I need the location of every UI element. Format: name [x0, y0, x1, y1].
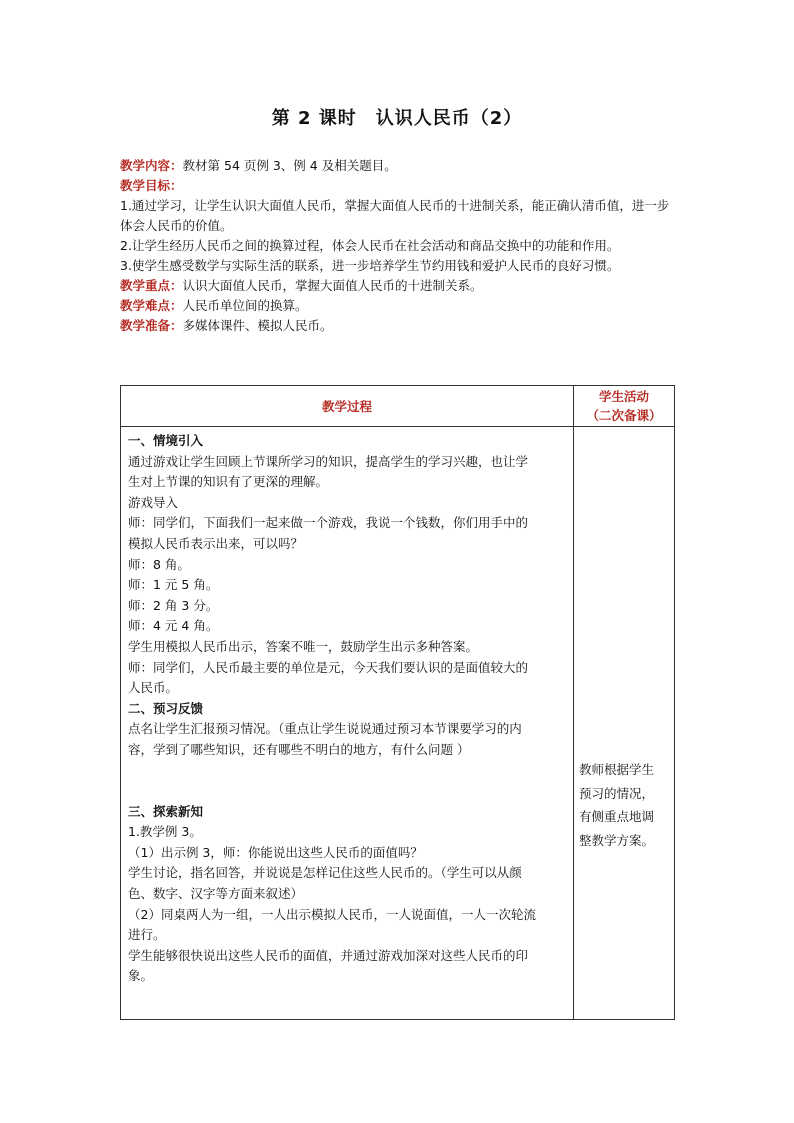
- difficulty-row: [120, 296, 676, 316]
- difficulty-value: 人民币单位间的换算。: [182, 298, 308, 313]
- student-note-line: 有侧重点地调: [579, 809, 655, 824]
- student-note: [579, 758, 671, 852]
- goal-item: 2.让学生经历人民币之间的换算过程，体会人民币在社会活动和商品交换中的功能和作用。: [120, 238, 620, 253]
- header-student: [574, 386, 675, 427]
- process-line: 色、数字、汉字等方面来叙述）: [128, 886, 304, 902]
- key-label: 教学重点：: [120, 278, 183, 293]
- student-note-line: 预习的情况，: [579, 785, 655, 801]
- process-line: 学生能够很快说出这些人民币的面值，并通过游戏加深对这些人民币的印: [128, 947, 529, 963]
- table-body-row: [121, 427, 675, 1020]
- process-line: 1.教学例 3。: [128, 824, 202, 840]
- lesson-meta: [120, 156, 676, 336]
- blank-line: [128, 761, 567, 782]
- process-line: 师：同学们，下面我们一起来做一个游戏，我说一个钱数，你们用手中的: [128, 515, 529, 531]
- key-value: 认识大面值人民币，掌握大面值人民币的十进制关系。: [182, 278, 483, 293]
- process-line: 容，学到了哪些知识，还有哪些不明白的地方，有什么问题 ）: [128, 741, 470, 757]
- process-line: 进行。: [128, 927, 166, 943]
- content-value: 教材第 54 页例 3、例 4 及相关题目。: [182, 158, 397, 173]
- process-line: 象。: [128, 968, 154, 984]
- process-line: 人民币。: [128, 680, 179, 696]
- table-header-row: [121, 386, 675, 427]
- prep-label: 教学准备：: [120, 318, 183, 333]
- header-process: 教学过程: [121, 386, 574, 427]
- student-note-line: 整教学方案。: [579, 832, 655, 848]
- student-note-line: 教师根据学生: [579, 762, 655, 777]
- goal-item: 1.通过学习，让学生认识大面值人民币，掌握大面值人民币的十进制关系，能正确认清币值，进一步体会人民币的价值。: [120, 198, 670, 233]
- blank-line: [128, 781, 567, 802]
- content-row: [120, 156, 676, 176]
- header-student-line2: （二次备课）: [586, 408, 662, 423]
- goals-label: 教学目标：: [120, 178, 183, 193]
- prep-value: 多媒体课件、模拟人民币。: [182, 318, 333, 333]
- difficulty-label: 教学难点：: [120, 298, 183, 313]
- process-line: 通过游戏让学生回顾上节课所学习的知识，提高学生的学习兴趣，也让学: [128, 453, 529, 469]
- goal-item: 3.使学生感受数学与实际生活的联系，进一步培养学生节约用钱和爱护人民币的良好习惯。: [120, 258, 620, 273]
- process-line: 师：8 角。: [128, 556, 190, 572]
- process-line: 学生用模拟人民币出示，答案不唯一，鼓励学生出示多种答案。: [128, 638, 479, 654]
- process-line: 师：同学们，人民币最主要的单位是元，今天我们要认识的是面值较大的: [128, 659, 529, 675]
- process-cell: [121, 427, 574, 1020]
- process-line: 点名让学生汇报预习情况。（重点让学生说说通过预习本节课要学习的内: [128, 721, 522, 737]
- process-line: 学生讨论，指名回答，并说说是怎样记住这些人民币的。（学生可以从颜: [128, 865, 522, 881]
- prep-row: [120, 316, 676, 336]
- content-label: 教学内容：: [120, 158, 183, 173]
- process-line: 模拟人民币表示出来，可以吗？: [128, 535, 304, 551]
- process-line: 师：2 角 3 分。: [128, 597, 219, 613]
- section-heading: 一、情境引入: [128, 433, 204, 448]
- goals-row: [120, 176, 676, 196]
- process-line: 生对上节课的知识有了更深的理解。: [128, 474, 329, 490]
- section-heading: 二、预习反馈: [128, 700, 204, 716]
- process-line: 师：1 元 5 角。: [128, 577, 219, 593]
- page-title: 第 2 课时 认识人民币（2）: [271, 108, 523, 129]
- process-line: （2）同桌两人为一组，一人出示模拟人民币，一人说面值，一人一次轮流: [128, 906, 536, 922]
- key-row: [120, 276, 676, 296]
- student-activity-cell: [574, 427, 675, 1020]
- header-student-line1: 学生活动: [598, 389, 649, 404]
- process-line: 游戏导入: [128, 494, 179, 510]
- section-heading: 三、探索新知: [128, 803, 204, 819]
- lesson-table: [120, 385, 675, 1020]
- process-line: （1）出示例 3，师：你能说出这些人民币的面值吗？: [128, 844, 423, 860]
- process-line: 师：4 元 4 角。: [128, 618, 219, 634]
